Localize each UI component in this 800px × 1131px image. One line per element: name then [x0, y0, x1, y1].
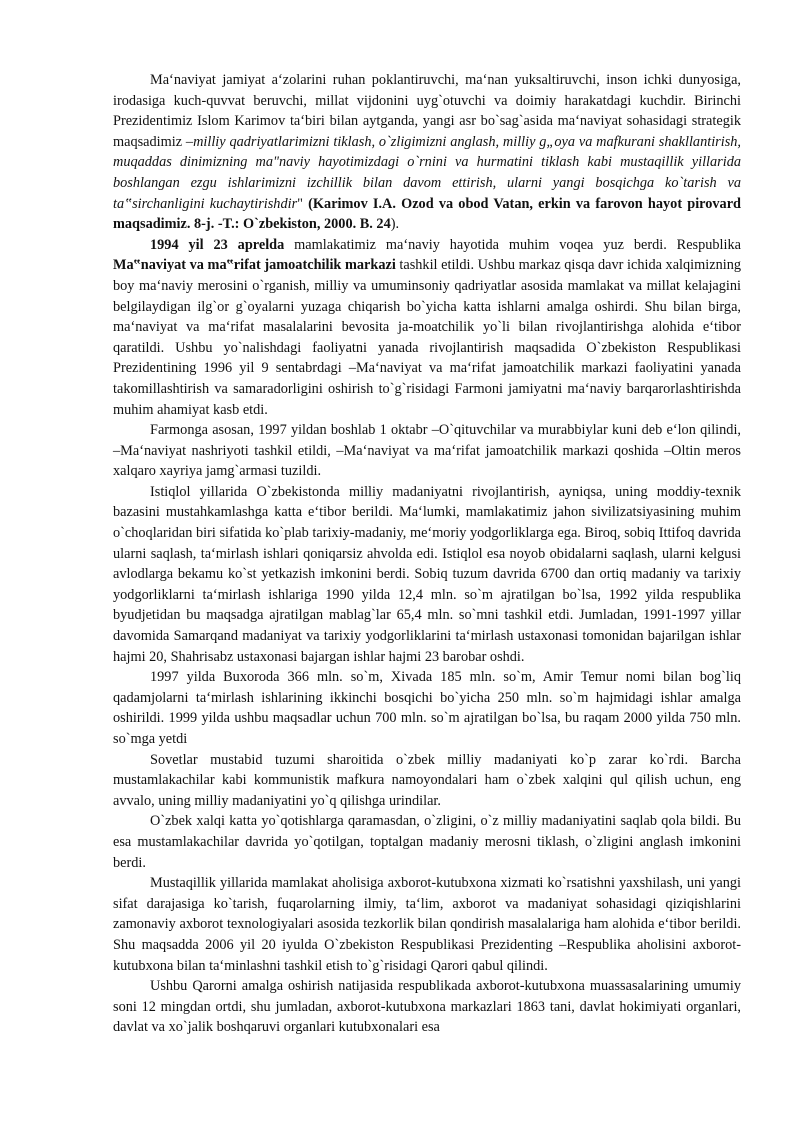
text-run: O`zbek xalqi katta yo`qotishlarga qaramasdan, o`zligini, o`z milliy madaniyatini saqlab qola bildi. Bu esa mustamlakachilar davrida yo`qotilgan, toptalgan madaniy merosni tiklash, o`zligini anglash imkonini berdi.	[113, 813, 741, 871]
paragraph-qaror	[113, 976, 741, 1038]
paragraph-mustaqillik	[113, 873, 741, 976]
text-run: Ushbu Qarorni amalga oshirish natijasida respublikada axborot-kutubxona muassasalarining umumiy soni 12 mingdan ortdi, shu jumladan, axborot-kutubxona markazlari 1863 tani, davlat hokimiyati organlari, davlat va xo`jalik boshqaruvi organlari kutubxonalari esa	[113, 978, 741, 1036]
text-run: 1997 yilda Buxoroda 366 mln. so`m, Xivada 185 mln. so`m, Amir Temur nomi bilan bog`liq qadamjolarni ta‘mirlash ishlarining ikkinchi bosqichi bo`yicha 250 mln. so`m hajmidagi ishlar amalga oshirildi. 1999 yilda ushbu maqsadlar uchun 700 mln. so`m ajratilgan bo`lsa, bu raqam 2000 yilda 750 mln. so`mga yetdi	[113, 669, 741, 747]
paragraph-farmon	[113, 420, 741, 482]
citation-bold: (Karimov I.A. Ozod va obod Vatan, erkin va farovon hayot pirovard maqsadimiz. 8-j. -T.: O`zbekiston, 2000. B. 24	[113, 195, 741, 233]
text-run: Ma‘naviyat jamiyat a‘zolarini ruhan poklantiruvchi, ma‘nan yuksaltiruvchi, inson ichki dunyosiga, irodasiga kuch-quvvat beruvchi, millat vijdonini uyg`otuvchi va doimiy harakatdagi kuchdir. Birinchi Prezidentimiz Islom Karimov ta‘biri bilan aytganda, yangi asr bo`sag`asida ma‘naviyat sohasidagi strategik maqsadimiz –	[113, 72, 741, 150]
paragraph-1994	[113, 235, 741, 420]
paragraph-ozbek-xalqi	[113, 811, 741, 873]
text-run: Farmonga asosan, 1997 yildan boshlab 1 oktabr –O`qituvchilar va murabbiylar kuni deb e‘lon qilindi, –Ma‘naviyat nashriyoti tashkil etildi, –Ma‘naviyat va ma‘rifat jamoatchilik markazi qoshida –Oltin meros xalqaro xayriya jamg`armasi tuzildi.	[113, 422, 741, 480]
date-bold: 1994 yil 23 aprelda	[150, 236, 285, 253]
text-run: "	[297, 195, 309, 212]
text-run: Istiqlol yillarida O`zbekistonda milliy madaniyatni rivojlantirish, ayniqsa, uning moddiy-texnik bazasini mustahkamlashga katta e‘tibor berildi. Ma‘lumki, mamlakatimiz jahon sivilizatsiyasining muhim o`choqlaridan biri sifatida ko`plab tarixiy-madaniy, me‘moriy yodgorliklarga ega. Biroq, sobiq Ittifoq davrida ularni saqlash, ta‘mirlash ishlari qoniqarsiz ahvolda edi. Istiqlol esa noyob obidalarni saqlash, ularni kelgusi avlodlarga bekamu ko`st yetkazish imkonini berdi. Sobiq tuzum davrida 6700 dan ortiq madaniy va tarixiy yodgorliklarni ta‘mirlash ishlariga 1990 yilda 12,4 mln. so`m ajratilgan bo`lsa, 1992 yilda respublika byudjetidan bu maqsadga ajratilgan mablag`lar 65,4 mln. so`mni tashkil etdi. Jumladan, 1991-1997 yillar davomida Samarqand madaniyat va tarixiy yodgorliklarini ta‘mirlash ustaxonasi tomonidan bajarilgan ishlar hajmi 20, Shahrisabz ustaxonasi bajargan ishlar hajmi 23 barobar oshdi.	[113, 483, 741, 665]
text-run: ).	[390, 216, 400, 233]
document-page	[113, 70, 741, 1038]
text-run: Sovetlar mustabid tuzumi sharoitida o`zbek milliy madaniyati ko`p zarar ko`rdi. Barcha mustamlakachilar kabi kommunistik mafkura namoyondalari ham o`zbek xalqini qul qilish uchun, eng avvalo, uning milliy madaniyatini yo`q qilishga urindilar.	[113, 751, 741, 809]
text-run: tashkil etildi. Ushbu markaz qisqa davr ichida xalqimizning boy ma‘naviy merosini o`rganish, milliy va umuminsoniy qadriyatlar asosida mamlakat va millat kelajagini belgilaydigan ilg`or g`oyalarni yuzaga chiqarish bo`yicha katta ishlarni amalga oshirdi. Shu bilan birga, ma‘naviyat va ma‘rifat masalalarini bevosita ja-moatchilik yo`li bilan rivojlantirishga alohida e‘tibor qaratildi. Ushbu yo`nalishdagi faoliyatni yanada rivojlantirish maqsadida O`zbekiston Respublikasi Prezidentining 1996 yil 9 sentabrdagi –Ma‘naviyat va ma‘rifat jamoatchilik markazi faoliyatini yanada takomillashtirish va samaradorligini oshirish to`g`risidagi Farmoni jamiyatni ma‘naviy barqarorlashtirishda muhim ahamiyat kasb etdi.	[113, 257, 741, 418]
text-run: mamlakatimiz ma‘naviy hayotida muhim voqea yuz berdi. Respublika	[284, 236, 742, 253]
paragraph-1997	[113, 667, 741, 749]
paragraph-sovetlar	[113, 750, 741, 812]
text-run: Mustaqillik yillarida mamlakat aholisiga axborot-kutubxona xizmati ko`rsatishni yaxshilash, uni yangi sifat darajasiga ko`tarish, fuqarolarning ilmiy, ta‘lim, axborot va madaniyat sohasidagi qiziqishlarini zamonaviy axborot texnologiyalari asosida tezkorlik bilan qondirish masalalariga ham alohida e‘tibor berildi. Shu maqsadda 2006 yil 20 iyulda O`zbekiston Respublikasi Prezidenting –Respublika aholisini axborot-kutubxona bilan ta‘minlashni tashkil etish to`g`risidagi Qarori qabul qilindi.	[113, 875, 741, 974]
paragraph-intro	[113, 70, 741, 235]
quote-italic: milliy qadriyatlarimizni tiklash, o`zligimizni anglash, milliy g„oya va mafkurani shakllantirish, muqaddas dinimizning ma"naviy hayotimizdagi o`rnini va hurmatini tiklash kabi mustaqillik yillarida boshlangan ezgu ishlarimizni izchillik bilan davom ettirish, ularni yangi bosqichga ko`tarish va ta‟sirchanligini kuchaytirishdir	[113, 133, 741, 212]
center-name-bold: Ma‟naviyat va ma‟rifat jamoatchilik markazi	[113, 257, 396, 274]
paragraph-istiqlol	[113, 482, 741, 667]
